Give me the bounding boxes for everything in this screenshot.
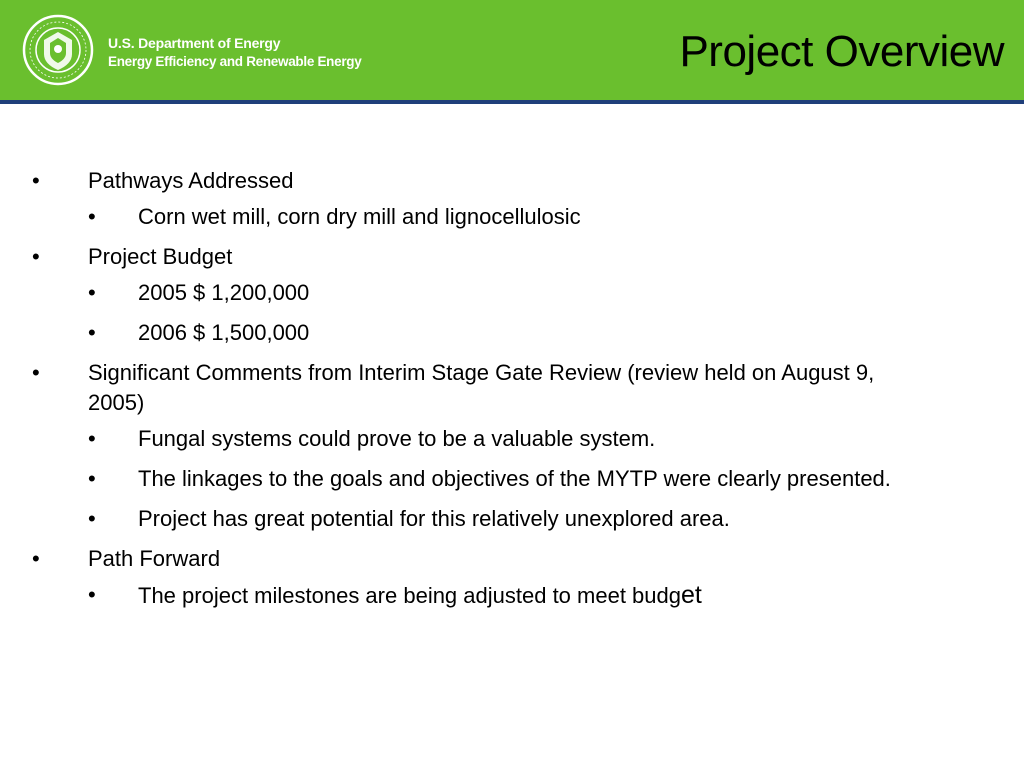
- sub-bullet: [88, 424, 908, 454]
- bullet-project-budget: [32, 242, 908, 272]
- bullet-marker: •: [88, 582, 96, 607]
- org-department: U.S. Department of Energy: [108, 35, 281, 51]
- bullet-text-main: The project milestones are being adjusted to meet budg: [138, 583, 681, 608]
- organization-name: [108, 34, 361, 71]
- bullet-text: Significant Comments from Interim Stage Gate Review (review held on August 9, 2005): [88, 360, 875, 415]
- bullet-text: Project has great potential for this relatively unexplored area.: [138, 506, 730, 531]
- bullet-marker: •: [88, 466, 96, 491]
- bullet-text: Pathways Addressed: [88, 168, 294, 193]
- sub-bullet: [88, 464, 908, 494]
- bullet-marker: •: [32, 244, 40, 269]
- slide-title: Project Overview: [679, 27, 1004, 76]
- bullet-significant-comments: [32, 358, 908, 418]
- bullet-text: 2006 $ 1,500,000: [138, 320, 310, 345]
- slide-body: [0, 166, 1024, 621]
- bullet-pathways: [32, 166, 908, 196]
- bullet-marker: •: [32, 546, 40, 571]
- bullet-text: Project Budget: [88, 244, 233, 269]
- header-band: [0, 0, 1024, 100]
- bullet-marker: •: [88, 204, 96, 229]
- bullet-text: Corn wet mill, corn dry mill and lignocellulosic: [138, 204, 581, 229]
- sub-bullet: [88, 504, 908, 534]
- bullet-text: 2005 $ 1,200,000: [138, 280, 310, 305]
- doe-seal-icon: [22, 14, 94, 86]
- sub-bullet: [88, 580, 908, 611]
- bullet-marker: •: [32, 360, 40, 385]
- bullet-marker: •: [88, 506, 96, 531]
- bullet-marker: •: [32, 168, 40, 193]
- sub-bullet: [88, 202, 908, 232]
- bullet-marker: •: [88, 320, 96, 345]
- bullet-path-forward: [32, 544, 908, 574]
- bullet-text: Fungal systems could prove to be a valuable system.: [138, 426, 656, 451]
- bullet-marker: •: [88, 426, 96, 451]
- bullet-text: The linkages to the goals and objectives of the MYTP were clearly presented.: [138, 466, 891, 491]
- bullet-text: Path Forward: [88, 546, 221, 571]
- bullet-text: [138, 583, 702, 608]
- bullet-text-tail: et: [681, 581, 702, 609]
- sub-bullet: [88, 318, 908, 348]
- sub-bullet: [88, 278, 908, 308]
- bullet-marker: •: [88, 280, 96, 305]
- header-rule: [0, 100, 1024, 104]
- org-office: Energy Efficiency and Renewable Energy: [108, 54, 362, 69]
